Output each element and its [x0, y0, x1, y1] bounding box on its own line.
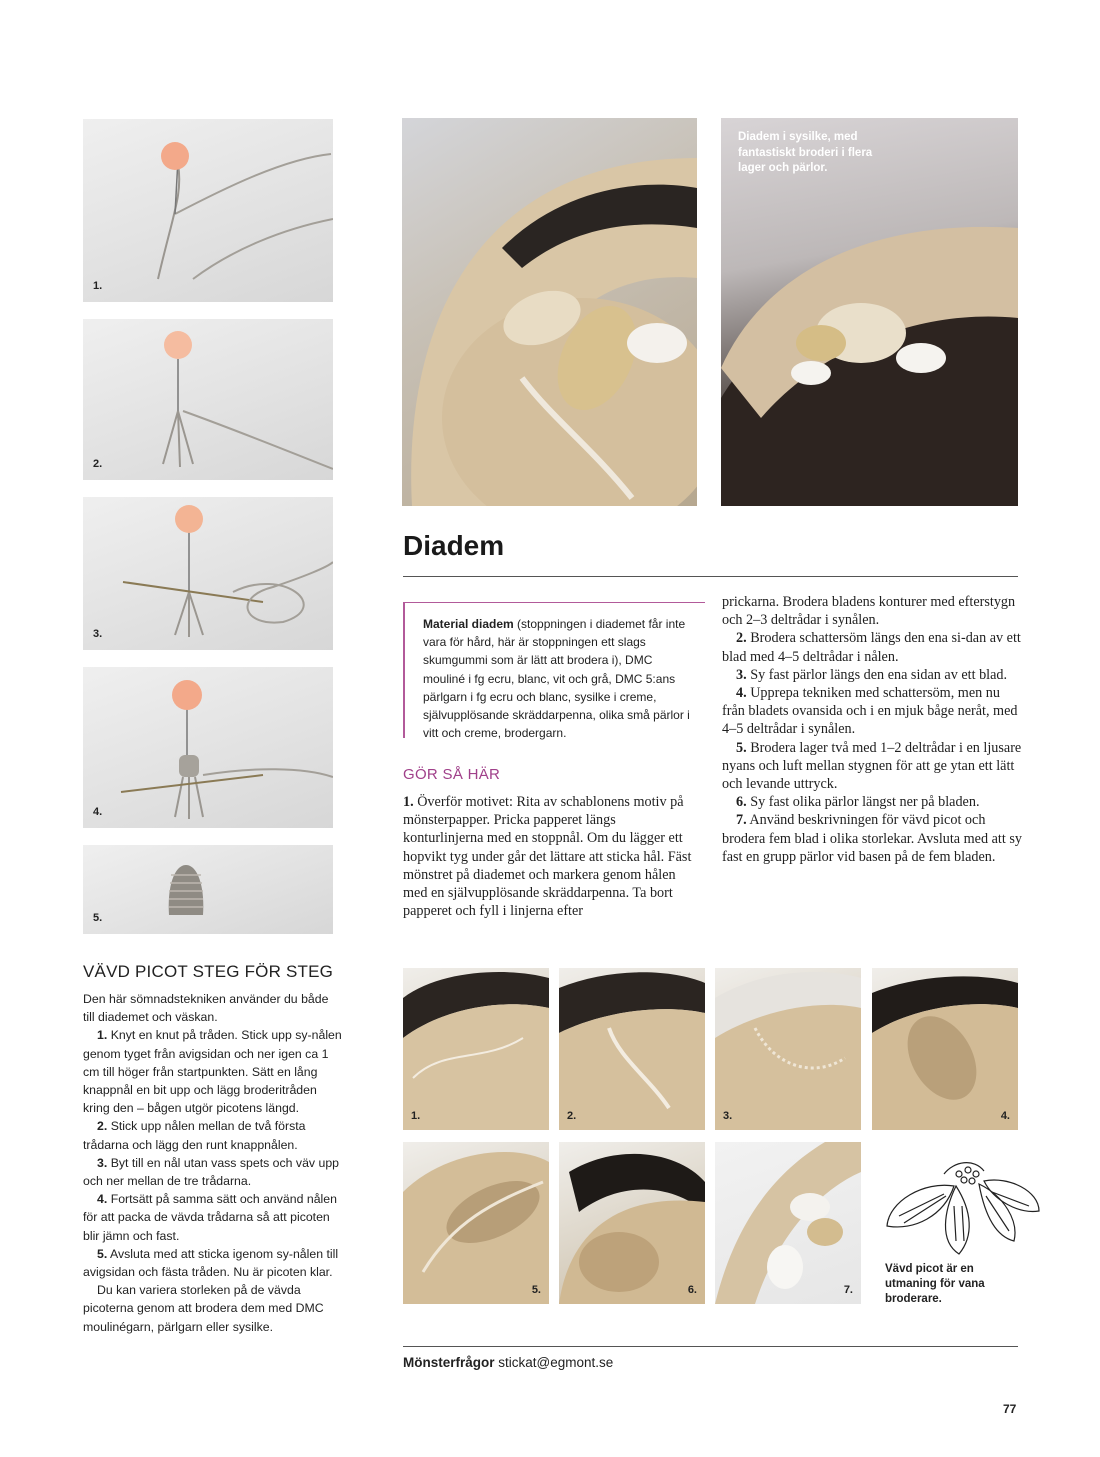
material-text: (stoppningen i diademet får inte vara för hård, här är stoppningen ett slags skumgummi som är lätt att brodera i), DMC mouliné i fg ecru, blanc, vit och grå, DMC 5:ans pärlgarn i fg ecru och blanc, sysilke i creme, självupplösande skräddarpenna, olika små pärlor i vitt och creme, brodergarn.	[423, 617, 690, 741]
pin-thread-illustration	[83, 497, 333, 650]
step-photo-2	[83, 319, 333, 480]
grid-photo-3	[715, 968, 861, 1130]
pin-thread-illustration	[83, 319, 333, 480]
sketch-caption: Vävd picot är en utmaning för vana broderare.	[885, 1263, 985, 1305]
grid-number: 5.	[531, 1284, 541, 1296]
pin-thread-illustration	[83, 667, 333, 828]
headband-step-illustration	[559, 968, 705, 1130]
instruction-continuation: prickarna. Brodera bladens konturer med efterstygn och 2–3 deltrådar i synålen.	[722, 594, 1016, 629]
footer-label: Mönsterfrågor	[403, 1355, 495, 1370]
picot-step: 4. Fortsätt på samma sätt och använd nålen för att packa de vävda trådarna så att picoten blir jämn och fast.	[83, 1192, 337, 1243]
grid-number: 4.	[1000, 1110, 1010, 1122]
grid-photo-6	[559, 1142, 705, 1304]
grid-number: 1.	[411, 1110, 421, 1122]
picot-intro: Den här sömnadstekniken använder du både till diademet och väskan.	[83, 992, 329, 1025]
title-divider	[403, 576, 1018, 577]
hero-photo-worn-headband	[721, 118, 1018, 506]
picot-step: 1. Knyt en knut på tråden. Stick upp sy-nålen genom tyget från avigsidan och ner igen ca 1 cm till höger från startpunkten. Sätt en lång knappnål en bit upp och lägg broderitråden kring den – bågen utgör picotens längd.	[83, 1028, 342, 1116]
grid-photo-5	[403, 1142, 549, 1304]
headband-step-illustration	[403, 1142, 549, 1304]
step-number: 4.	[93, 806, 103, 818]
contact-email[interactable]: stickat@egmont.se	[494, 1355, 614, 1370]
grid-number: 7.	[843, 1284, 853, 1296]
step-number: 5.	[93, 912, 103, 924]
grid-number: 3.	[723, 1110, 733, 1122]
step-photo-4	[83, 667, 333, 828]
hero-caption: Diadem i sysilke, med fantastiskt broderi i flera lager och pärlor.	[738, 131, 873, 174]
instruction-step: 3. Sy fast pärlor längs den ena sidan av ett blad.	[736, 666, 1008, 683]
instruction-step: 7. Använd beskrivningen för vävd picot och brodera fem blad i olika storlekar. Avsluta med att sy fast en grupp pärlor vid basen på de fem bladen.	[722, 812, 1022, 865]
headband-step-illustration	[872, 968, 1018, 1130]
hero-photo-headband-closeup	[402, 118, 697, 506]
step-photo-1	[83, 119, 333, 302]
headband-illustration	[402, 118, 697, 506]
headband-step-illustration	[403, 968, 549, 1130]
instructions-heading: GÖR SÅ HÄR	[403, 766, 501, 783]
instructions-column-1	[403, 793, 695, 920]
headband-step-illustration	[715, 1142, 861, 1304]
instruction-step: 1. Överför motivet: Rita av schablonens motiv på mönsterpapper. Pricka papperet längs konturlinjerna med en stoppnål. Om du lägger ett hopvikt tyg under går det lättare att sticka hål. Fäst mönstret på diademet och markera genom hålen med en självupplösande skräddarpenna. Ta bort papperet och fyll i linjerna efter	[403, 794, 692, 920]
grid-photo-7	[715, 1142, 861, 1304]
step-number: 3.	[93, 628, 103, 640]
headband-step-illustration	[559, 1142, 705, 1304]
instruction-step: 2. Brodera schattersöm längs den ena si-dan av ett blad med 4–5 deltrådar i nålen.	[722, 630, 1021, 665]
page-title: Diadem	[403, 530, 505, 561]
step-number: 2.	[93, 458, 103, 470]
instruction-step: 4. Upprepa tekniken med schattersöm, men nu från bladets ovansida och i en mjuk båge neråt, med 4–5 deltrådar i synålen.	[722, 685, 1018, 738]
woven-picot-illustration	[83, 845, 333, 934]
material-label: Material diadem	[423, 617, 514, 631]
instructions-column-2	[722, 593, 1022, 866]
page-number: 77	[1003, 1402, 1017, 1416]
grid-photo-4	[872, 968, 1018, 1130]
picot-outro: Du kan variera storleken på de vävda picoterna genom att brodera dem med DMC moulinégarn, pärlgarn eller sysilke.	[83, 1283, 324, 1334]
grid-photo-1	[403, 968, 549, 1130]
picot-leaves-sketch	[884, 1156, 1044, 1260]
pin-thread-illustration	[83, 119, 333, 302]
instruction-step: 6. Sy fast olika pärlor längst ner på bladen.	[736, 794, 980, 811]
headband-step-illustration	[715, 968, 861, 1130]
step-photo-3	[83, 497, 333, 650]
picot-instructions	[83, 990, 343, 1336]
picot-step: 5. Avsluta med att sticka igenom sy-nålen till avigsidan och fästa tråden. Nu är picoten klar.	[83, 1246, 339, 1280]
pattern-questions	[403, 1355, 613, 1370]
material-box	[403, 602, 705, 741]
grid-photo-2	[559, 968, 705, 1130]
grid-number: 2.	[567, 1110, 577, 1122]
footer-divider	[403, 1346, 1018, 1347]
picot-step: 3. Byt till en nål utan vass spets och väv upp och ner mellan de tre trådarna.	[83, 1155, 339, 1189]
step-photo-5	[83, 845, 333, 934]
step-number: 1.	[93, 280, 103, 292]
grid-number: 6.	[687, 1284, 697, 1296]
picot-step: 2. Stick upp nålen mellan de två första trådarna och lägg den runt knappnålen.	[83, 1119, 306, 1152]
picot-heading: VÄVD PICOT STEG FÖR STEG	[83, 962, 334, 981]
instruction-step: 5. Brodera lager två med 1–2 deltrådar i en ljusare nyans och luft mellan stygnen för att ge ytan ett lätt och levande uttryck.	[722, 739, 1022, 793]
